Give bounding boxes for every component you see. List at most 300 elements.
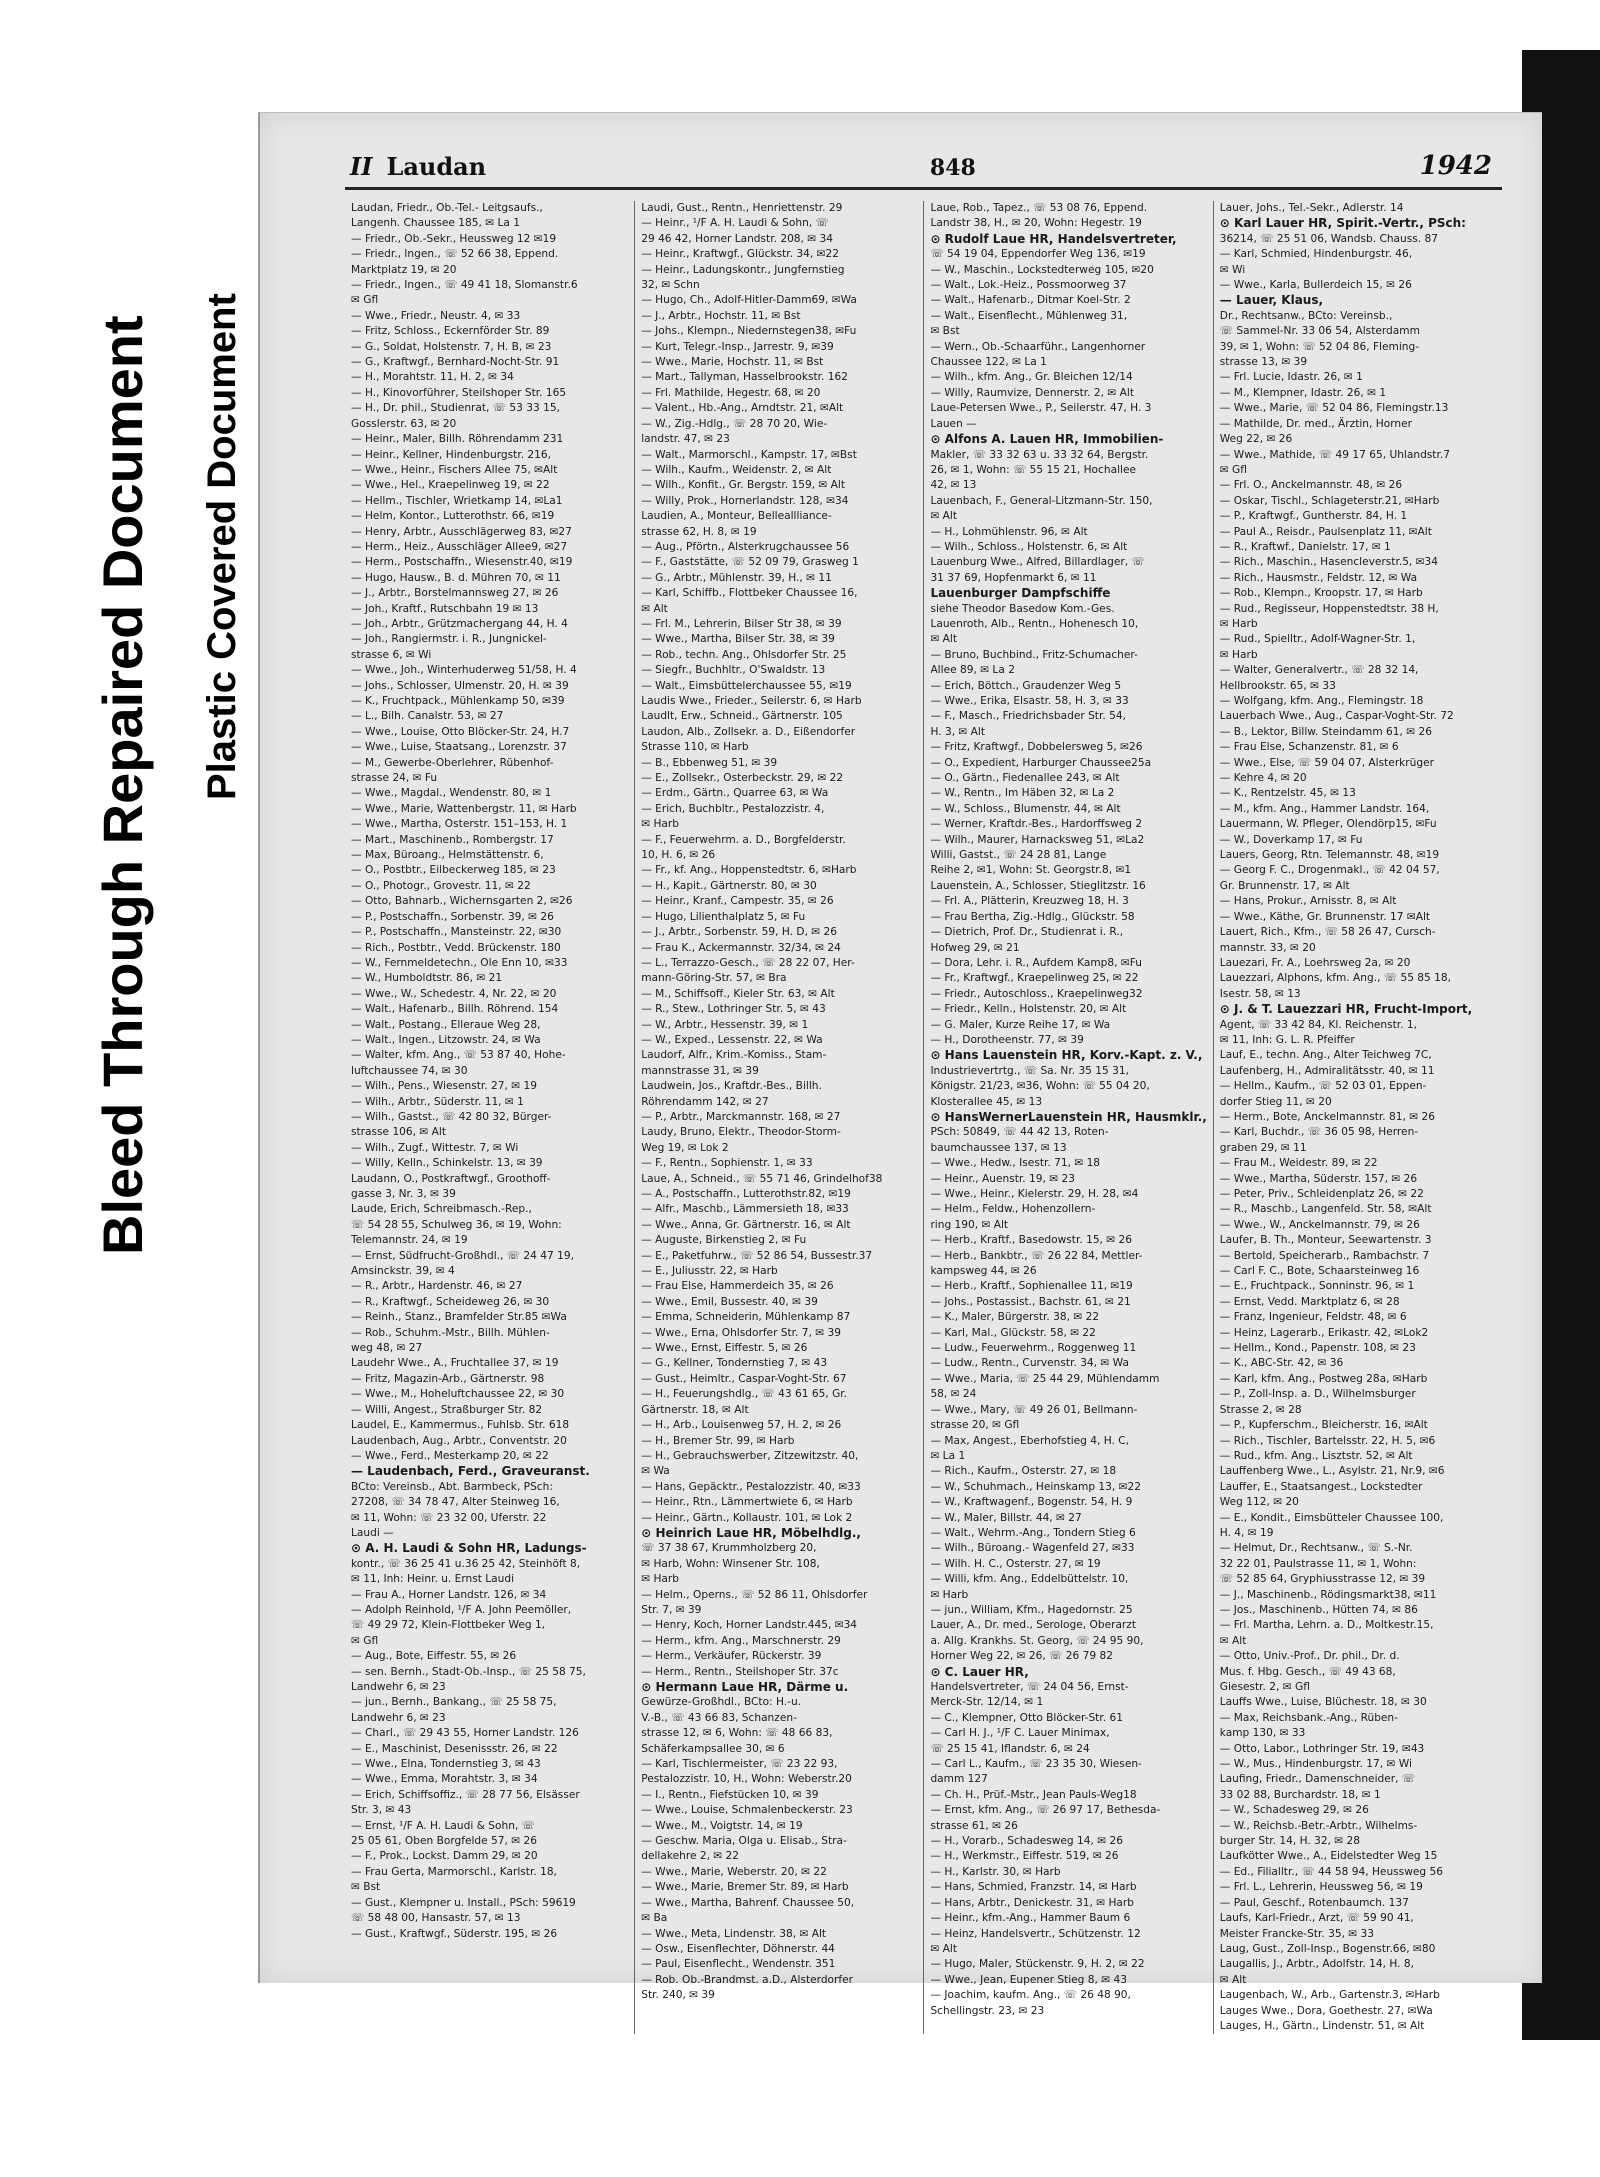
directory-entry: — Wwe., Maria, ☏ 25 44 29, Mühlendamm bbox=[930, 1372, 1160, 1385]
directory-entry: Hellbrookstr. 65, ✉ 33 bbox=[1219, 679, 1336, 692]
directory-entry: Lauffenberg Wwe., L., Asylstr. 21, Nr.9, ✉6 bbox=[1219, 1465, 1445, 1478]
directory-entry: — Frl. Martha, Lehrn. a. D., Moltkestr.15, bbox=[1219, 1619, 1434, 1632]
directory-entry: — Walt., Hafenarb., Billh. Röhrend. 154 bbox=[351, 1003, 559, 1016]
directory-entry: — Karl, Tischlermeister, ☏ 23 22 93, bbox=[641, 1758, 838, 1771]
directory-entry: — Herb., Kraftf., Sophienallee 11, ✉19 bbox=[930, 1280, 1133, 1293]
directory-entry: — Rud., Regisseur, Hoppenstedtstr. 38 H, bbox=[1219, 602, 1439, 615]
directory-entry: — Wilh., Kaufm., Weidenstr. 2, ✉ Alt bbox=[641, 463, 832, 476]
directory-entry: — Lauer, Klaus, bbox=[1219, 293, 1324, 308]
directory-entry: — Walt., Marmorschl., Kampstr. 17, ✉Bst bbox=[641, 448, 857, 461]
directory-entry: — Wwe., Luise, Staatsang., Lorenzstr. 37 bbox=[351, 741, 567, 754]
directory-entry: Lauezari, Fr. A., Loehrsweg 2a, ✉ 20 bbox=[1219, 956, 1411, 969]
directory-entry: Industrievertrtg., ☏ Sa. Nr. 35 15 31, bbox=[930, 1064, 1129, 1077]
directory-entry: Lauerbach Wwe., Aug., Caspar-Voght-Str. 72 bbox=[1219, 710, 1454, 723]
directory-entry: — Fritz, Schloss., Eckernförder Str. 89 bbox=[351, 325, 550, 338]
directory-entry: ☏ Sammel-Nr. 33 06 54, Alsterdamm bbox=[1219, 325, 1420, 338]
directory-entry: Lauenroth, Alb., Rentn., Hohenesch 10, bbox=[930, 617, 1139, 630]
directory-entry: — F., Rentn., Sophienstr. 1, ✉ 33 bbox=[641, 1157, 813, 1170]
directory-entry: — Ed., Filialltr., ☏ 44 58 94, Heussweg 56 bbox=[1219, 1865, 1443, 1878]
directory-entry: — Alfr., Maschb., Lämmersieth 18, ✉33 bbox=[641, 1203, 849, 1216]
directory-entry: — W., Arbtr., Hessenstr. 39, ✉ 1 bbox=[641, 1018, 809, 1031]
directory-entry: — Aug., Bote, Eiffestr. 55, ✉ 26 bbox=[351, 1650, 517, 1663]
directory-entry: Reihe 2, ✉1, Wohn: St. Georgstr.8, ✉1 bbox=[930, 864, 1132, 877]
directory-entry: — Friedr., Kelln., Holstenstr. 20, ✉ Alt bbox=[930, 1003, 1127, 1016]
directory-entry: — Paul, Eisenflecht., Wendenstr. 351 bbox=[641, 1958, 836, 1971]
directory-entry: baumchaussee 137, ✉ 13 bbox=[930, 1141, 1067, 1154]
directory-entry: Isestr. 58, ✉ 13 bbox=[1219, 987, 1301, 1000]
directory-entry: Lauges, H., Gärtn., Lindenstr. 51, ✉ Alt bbox=[1219, 2019, 1425, 2032]
directory-entry: 58, ✉ 24 bbox=[930, 1388, 977, 1401]
directory-entry: ✉ Harb bbox=[641, 818, 680, 831]
directory-entry: Laudenbach, Aug., Arbtr., Conventstr. 20 bbox=[351, 1434, 567, 1447]
directory-entry: ✉ Alt bbox=[930, 633, 958, 646]
directory-entry: kampsweg 44, ✉ 26 bbox=[930, 1265, 1037, 1278]
directory-entry: — Willy, Kelln., Schinkelstr. 13, ✉ 39 bbox=[351, 1157, 543, 1170]
directory-entry: strasse 6, ✉ Wi bbox=[351, 648, 432, 661]
directory-entry: ✉ Alt bbox=[1219, 1973, 1247, 1986]
directory-entry: — Aug., Pförtn., Alsterkrugchaussee 56 bbox=[641, 540, 850, 553]
directory-entry: strasse 12, ✉ 6, Wohn: ☏ 48 66 83, bbox=[641, 1727, 833, 1740]
directory-entry: — L., Bilh. Canalstr. 53, ✉ 27 bbox=[351, 710, 504, 723]
directory-entry: Laudwein, Jos., Kraftdr.-Bes., Billh. bbox=[641, 1080, 822, 1093]
directory-entry: — Bertold, Speicherarb., Rambachstr. 7 bbox=[1219, 1249, 1430, 1262]
directory-entry: — M., Schiffsoff., Kieler Str. 63, ✉ Alt bbox=[641, 987, 835, 1000]
directory-entry: — F., Gaststätte, ☏ 52 09 79, Grasweg 1 bbox=[641, 556, 859, 569]
directory-entry: Weg 19, ✉ Lok 2 bbox=[641, 1141, 729, 1154]
directory-entry: — jun., Bernh., Bankang., ☏ 25 58 75, bbox=[351, 1696, 557, 1709]
directory-entry: — Walt., Lok.-Heiz., Possmoorweg 37 bbox=[930, 279, 1127, 292]
directory-entry: — K., Fruchtpack., Mühlenkamp 50, ✉39 bbox=[351, 695, 565, 707]
directory-entry: — Wwe., Louise, Otto Blöcker-Str. 24, H.7 bbox=[351, 725, 570, 738]
directory-entry: — Rich., Tischler, Bartelsstr. 22, H. 5, ✉6 bbox=[1219, 1434, 1436, 1447]
directory-entry: — Herm., Bote, Anckelmannstr. 81, ✉ 26 bbox=[1219, 1110, 1435, 1123]
directory-entry: — Wilh., Maurer, Harnacksweg 51, ✉La2 bbox=[930, 833, 1145, 846]
directory-entry: strasse 61, ✉ 26 bbox=[930, 1819, 1018, 1832]
directory-entry: — W., Humboldtstr. 86, ✉ 21 bbox=[351, 972, 503, 985]
directory-entry: Merck-Str. 12/14, ✉ 1 bbox=[930, 1696, 1044, 1709]
directory-entry: — Walt., Ingen., Litzowstr. 24, ✉ Wa bbox=[351, 1033, 541, 1046]
directory-entry: — W., Schadesweg 29, ✉ 26 bbox=[1219, 1804, 1369, 1817]
directory-entry: Röhrendamm 142, ✉ 27 bbox=[641, 1095, 769, 1108]
directory-entry: Weg 112, ✉ 20 bbox=[1219, 1496, 1299, 1509]
directory-entry: — Wwe., Hedw., Isestr. 71, ✉ 18 bbox=[930, 1157, 1101, 1170]
directory-entry: — Mart., Tallyman, Hasselbrookstr. 162 bbox=[641, 371, 848, 384]
directory-entry: — Wwe., Martha, Süderstr. 157, ✉ 26 bbox=[1219, 1172, 1418, 1185]
directory-entry: 32 22 01, Paulstrasse 11, ✉ 1, Wohn: bbox=[1219, 1557, 1417, 1570]
directory-entry: — Wwe., M., Voigtstr. 14, ✉ 19 bbox=[641, 1819, 803, 1832]
page-year: 1942 bbox=[1419, 151, 1492, 181]
directory-entry: Laufkötter Wwe., A., Eidelstedter Weg 15 bbox=[1219, 1850, 1438, 1863]
directory-entry: — Erdm., Gärtn., Quarree 63, ✉ Wa bbox=[641, 787, 829, 800]
directory-entry: — Mathilde, Dr. med., Ärztin, Horner bbox=[1219, 417, 1412, 430]
directory-entry: — Dora, Lehr. i. R., Aufdem Kamp8, ✉Fu bbox=[930, 956, 1142, 969]
directory-entry: — Wilh., Pens., Wiesenstr. 27, ✉ 19 bbox=[351, 1080, 537, 1093]
directory-entry: Landwehr 6, ✉ 23 bbox=[351, 1711, 446, 1724]
directory-entry: — Reinh., Stanz., Bramfelder Str.85 ✉Wa bbox=[351, 1311, 567, 1324]
directory-entry: strasse 13, ✉ 39 bbox=[1219, 356, 1308, 369]
directory-entry: — Ernst, ¹/F A. H. Laudi & Sohn, ☏ bbox=[351, 1819, 535, 1832]
directory-entry: — Kehre 4, ✉ 20 bbox=[1219, 772, 1307, 785]
directory-entry: Pestalozzistr. 10, H., Wohn: Weberstr.20 bbox=[641, 1773, 852, 1786]
directory-entry: — W., Kraftwagenf., Bogenstr. 54, H. 9 bbox=[930, 1496, 1133, 1509]
directory-entry: — Frau K., Ackermannstr. 32/34, ✉ 24 bbox=[641, 941, 841, 954]
directory-entry: ☏ 52 85 64, Gryphiusstrasse 12, ✉ 39 bbox=[1219, 1573, 1426, 1586]
directory-entry: — Heinz, Lagerarb., Erikastr. 42, ✉Lok2 bbox=[1219, 1326, 1429, 1339]
directory-entry: — Siegfr., Buchhltr., O'Swaldstr. 13 bbox=[641, 664, 826, 677]
directory-entry: 39, ✉ 1, Wohn: ☏ 52 04 86, Fleming- bbox=[1219, 340, 1420, 353]
directory-entry: — G., Arbtr., Mühlenstr. 39, H., ✉ 11 bbox=[641, 571, 832, 584]
directory-entry: H. 4, ✉ 19 bbox=[1219, 1526, 1274, 1539]
directory-entry: weg 48, ✉ 27 bbox=[351, 1342, 423, 1355]
directory-entry: — W., Maler, Billstr. 44, ✉ 27 bbox=[930, 1511, 1082, 1524]
directory-entry: — Willi, Angest., Straßburger Str. 82 bbox=[351, 1403, 543, 1416]
directory-entry: — Walt., Eimsbüttelerchaussee 55, ✉19 bbox=[641, 679, 852, 692]
directory-entry: — Herb., Kraftf., Basedowstr. 15, ✉ 26 bbox=[930, 1234, 1133, 1247]
directory-entry: — Hugo, Maler, Stückenstr. 9, H. 2, ✉ 22 bbox=[930, 1958, 1145, 1971]
directory-entry: Schäferkampsallee 30, ✉ 6 bbox=[641, 1742, 785, 1755]
directory-entry: — Frl. Lucie, Idastr. 26, ✉ 1 bbox=[1219, 371, 1363, 384]
directory-entry: — Rich., Kaufm., Osterstr. 27, ✉ 18 bbox=[930, 1465, 1117, 1478]
directory-entry: — Charl., ☏ 29 43 55, Horner Landstr. 126 bbox=[351, 1727, 579, 1740]
directory-entry: — P., Kraftwgf., Guntherstr. 84, H. 1 bbox=[1219, 510, 1408, 523]
directory-entry: — Wolfgang, kfm. Ang., Flemingstr. 18 bbox=[1219, 695, 1424, 707]
directory-entry: Horner Weg 22, ✉ 26, ☏ 26 79 82 bbox=[930, 1650, 1113, 1663]
directory-entry: ✉ Gfl bbox=[1219, 463, 1247, 476]
directory-entry: — Rich., Hausmstr., Feldstr. 12, ✉ Wa bbox=[1219, 571, 1418, 584]
directory-entry: — Herm., Verkäufer, Rückerstr. 39 bbox=[641, 1650, 822, 1663]
directory-page bbox=[258, 112, 1542, 2032]
directory-entry: — Willy, Raumvize, Dennerstr. 2, ✉ Alt bbox=[930, 386, 1134, 399]
directory-entry: — W., Schloss., Blumenstr. 44, ✉ Alt bbox=[930, 802, 1121, 815]
directory-entry: — Wwe., Joh., Winterhuderweg 51/58, H. 4 bbox=[351, 664, 577, 677]
directory-entry: — Wwe., Emil, Bussestr. 40, ✉ 39 bbox=[641, 1295, 818, 1308]
directory-entry: — Emma, Schneiderin, Mühlenkamp 87 bbox=[641, 1311, 851, 1324]
directory-entry: Laufenberg, H., Admiralitätsstr. 40, ✉ 11 bbox=[1219, 1064, 1435, 1077]
directory-entry: — Wwe., Elna, Tondernstieg 3, ✉ 43 bbox=[351, 1758, 541, 1771]
directory-entry: — Herm., Heiz., Ausschläger Allee9, ✉27 bbox=[351, 540, 568, 553]
directory-entry: ✉ Alt bbox=[930, 510, 958, 523]
directory-entry: ☏ 58 48 00, Hansastr. 57, ✉ 13 bbox=[351, 1912, 521, 1925]
directory-entry: — Helm., Operns., ☏ 52 86 11, Ohlsdorfer bbox=[641, 1588, 868, 1601]
directory-entry: ✉ Bst bbox=[930, 325, 960, 338]
directory-entry: — O., Photogr., Grovestr. 11, ✉ 22 bbox=[351, 879, 531, 892]
directory-entry: Laue-Petersen Wwe., P., Seilerstr. 47, H. 3 bbox=[930, 402, 1152, 415]
directory-entry: — Walter, kfm. Ang., ☏ 53 87 40, Hohe- bbox=[351, 1049, 566, 1062]
directory-entry: — Wwe., Hel., Kraepelinweg 19, ✉ 22 bbox=[351, 479, 550, 492]
directory-entry: — M., Gewerbe-Oberlehrer, Rübenhof- bbox=[351, 756, 554, 769]
directory-entry: ✉ Gfl bbox=[351, 1634, 379, 1647]
directory-entry: Laudan, Friedr., Ob.-Tel.- Leitgsaufs., bbox=[351, 202, 543, 214]
directory-entry: — Carl L., Kaufm., ☏ 23 35 30, Wiesen- bbox=[930, 1758, 1142, 1771]
directory-entry: — Wwe., Heinr., Fischers Allee 75, ✉Alt bbox=[351, 463, 558, 476]
directory-entry: — Heinr., Rtn., Lämmertwiete 6, ✉ Harb bbox=[641, 1496, 853, 1509]
directory-entry: — Laudenbach, Ferd., Graveuranst. bbox=[351, 1464, 590, 1479]
directory-entry: ☏ 54 28 55, Schulweg 36, ✉ 19, Wohn: bbox=[351, 1218, 562, 1231]
directory-entry: — Ch. H., Prüf.-Mstr., Jean Pauls-Weg18 bbox=[930, 1788, 1137, 1801]
directory-entry: dellakehre 2, ✉ 22 bbox=[641, 1850, 740, 1863]
directory-entry: Amsinckstr. 39, ✉ 4 bbox=[351, 1265, 455, 1278]
directory-entry: Laudel, E., Kammermus., Fuhlsb. Str. 618 bbox=[351, 1419, 570, 1432]
directory-entry: — Rob. Ob.-Brandmst. a.D., Alsterdorfer bbox=[641, 1973, 853, 1986]
directory-entry: — Rud., kfm. Ang., Lisztstr. 52, ✉ Alt bbox=[1219, 1449, 1413, 1462]
directory-entry: — R., Kraftwf., Danielstr. 17, ✉ 1 bbox=[1219, 540, 1391, 553]
directory-entry: Laue, A., Schneid., ☏ 55 71 46, Grindelhof38 bbox=[641, 1172, 883, 1185]
plastic-covered-label: Plastic Covered Document bbox=[200, 293, 244, 800]
directory-entry: — Carl F. C., Bote, Schaarsteinweg 16 bbox=[1219, 1265, 1420, 1278]
directory-entry: — E., Fruchtpack., Sonninstr. 96, ✉ 1 bbox=[1219, 1280, 1415, 1293]
directory-entry: Laudon, Alb., Zollsekr. a. D., Eißendorfer bbox=[641, 725, 856, 738]
directory-entry: — Heinr., Ladungskontr., Jungfernstieg bbox=[641, 263, 845, 276]
directory-entry: — Hans, Arbtr., Denickestr. 31, ✉ Harb bbox=[930, 1896, 1135, 1909]
directory-entry: 36214, ☏ 25 51 06, Wandsb. Chauss. 87 bbox=[1219, 232, 1439, 245]
directory-entry: — Friedr., Ingen., ☏ 52 66 38, Eppend. bbox=[351, 248, 559, 261]
directory-entry: ✉ Alt bbox=[1219, 1634, 1247, 1647]
directory-entry: — Frau Else, Hammerdeich 35, ✉ 26 bbox=[641, 1280, 834, 1293]
directory-entry: Giesestr. 2, ✉ Gfl bbox=[1219, 1681, 1310, 1693]
directory-entry: — Wilh., Gastst., ☏ 42 80 32, Bürger- bbox=[351, 1110, 552, 1123]
directory-entry: — Heinr., Kellner, Hindenburgstr. 216, bbox=[351, 448, 552, 461]
directory-entry: — I., Rentn., Fiefstücken 10, ✉ 39 bbox=[641, 1788, 819, 1801]
directory-entry: Laugallis, J., Arbtr., Adolfstr. 14, H. 8, bbox=[1219, 1958, 1414, 1971]
directory-entry: Strasse 2, ✉ 28 bbox=[1219, 1403, 1302, 1416]
directory-entry: Str. 240, ✉ 39 bbox=[641, 1989, 715, 2002]
directory-entry: — sen. Bernh., Stadt-Ob.-Insp., ☏ 25 58 75, bbox=[351, 1665, 586, 1678]
directory-entry: — B., Lektor, Billw. Steindamm 61, ✉ 26 bbox=[1219, 725, 1432, 738]
directory-entry: — H., Werkmstr., Eiffestr. 519, ✉ 26 bbox=[930, 1850, 1119, 1863]
directory-entry: — Fritz, Magazin-Arb., Gärtnerstr. 98 bbox=[351, 1372, 545, 1385]
directory-entry: ☏ 37 38 67, Krummholzberg 20, bbox=[641, 1542, 817, 1555]
directory-entry: — Wilh., Zugf., Wittestr. 7, ✉ Wi bbox=[351, 1141, 519, 1154]
bleed-through-label: Bleed Through Repaired Document bbox=[91, 315, 154, 1255]
directory-entry: — L., Terrazzo-Gesch., ☏ 28 22 07, Her- bbox=[641, 956, 855, 969]
directory-entry: — F., Masch., Friedrichsbader Str. 54, bbox=[930, 710, 1126, 723]
directory-entry: — Heinz, Handelsvertr., Schützenstr. 12 bbox=[930, 1927, 1141, 1940]
directory-entry: — R., Maschb., Langenfeld. Str. 58, ✉Alt bbox=[1219, 1203, 1432, 1216]
directory-entry: — Frau Else, Schanzenstr. 81, ✉ 6 bbox=[1219, 741, 1399, 754]
directory-entry: — K., Maler, Bürgerstr. 38, ✉ 22 bbox=[930, 1311, 1100, 1324]
directory-entry: — H., Morahtstr. 11, H. 2, ✉ 34 bbox=[351, 371, 514, 384]
directory-entry: — Walt., Wehrm.-Ang., Tondern Stieg 6 bbox=[930, 1526, 1136, 1539]
directory-entry: — Wwe., Marie, Wattenbergstr. 11, ✉ Harb bbox=[351, 802, 577, 815]
directory-entry: — Wwe., Martha, Bahrenf. Chaussee 50, bbox=[641, 1896, 855, 1909]
directory-entry: — Hugo, Ch., Adolf-Hitler-Damm69, ✉Wa bbox=[641, 294, 857, 307]
directory-entry: — Friedr., Ob.-Sekr., Heussweg 12 ✉19 bbox=[351, 232, 557, 245]
directory-entry: ⊙ Heinrich Laue HR, Möbelhdlg., bbox=[641, 1525, 861, 1540]
directory-entry: — Fr., Kraftwgf., Kraepelinweg 25, ✉ 22 bbox=[930, 972, 1139, 985]
directory-entry: — W., Mus., Hindenburgstr. 17, ✉ Wi bbox=[1219, 1758, 1412, 1771]
directory-entry: — Wwe., Ernst, Eiffestr. 5, ✉ 26 bbox=[641, 1342, 808, 1355]
directory-entry: — Rob., techn. Ang., Ohlsdorfer Str. 25 bbox=[641, 648, 847, 661]
directory-entry: — Fritz, Kraftwgf., Dobbelersweg 5, ✉26 bbox=[930, 741, 1143, 754]
directory-entry: — C., Klempner, Otto Blöcker-Str. 61 bbox=[930, 1711, 1123, 1724]
directory-entry: Mus. f. Hbg. Gesch., ☏ 49 43 68, bbox=[1219, 1665, 1396, 1678]
directory-entry: a. Allg. Krankhs. St. Georg, ☏ 24 95 90, bbox=[930, 1634, 1144, 1647]
directory-entry: V.-B., ☏ 43 66 83, Schanzen- bbox=[641, 1711, 797, 1724]
directory-entry: — Paul A., Reisdr., Paulsenplatz 11, ✉Alt bbox=[1219, 525, 1432, 538]
directory-entry: — Johs., Schlosser, Ulmenstr. 20, H. ✉ 39 bbox=[351, 679, 569, 692]
directory-entry: — Dietrich, Prof. Dr., Studienrat i. R., bbox=[930, 926, 1124, 939]
directory-entry: — Wwe., Else, ☏ 59 04 07, Alsterkrüger bbox=[1219, 756, 1434, 769]
directory-entry: ✉ 11, Wohn: ☏ 23 32 00, Uferstr. 22 bbox=[351, 1511, 547, 1524]
directory-columns bbox=[345, 201, 1502, 2032]
directory-entry: — H., Bremer Str. 99, ✉ Harb bbox=[641, 1434, 795, 1447]
directory-entry: — Wwe., Marie, ☏ 52 04 86, Flemingstr.13 bbox=[1219, 402, 1449, 415]
directory-entry: Lauenstein, A., Schlosser, Stieglitzstr. 16 bbox=[930, 879, 1146, 892]
directory-entry: ✉ Harb, Wohn: Winsener Str. 108, bbox=[641, 1557, 820, 1570]
header-rule bbox=[345, 187, 1502, 190]
directory-entry: 26, ✉ 1, Wohn: ☏ 55 15 21, Hochallee bbox=[930, 463, 1136, 476]
directory-entry: — H., Feuerungshdlg., ☏ 43 61 65, Gr. bbox=[641, 1388, 848, 1401]
directory-entry: — P., Arbtr., Marckmannstr. 168, ✉ 27 bbox=[641, 1110, 841, 1123]
directory-entry: — P., Zoll-Insp. a. D., Wilhelmsburger bbox=[1219, 1388, 1416, 1401]
directory-entry: PSch: 50849, ☏ 44 42 13, Roten- bbox=[930, 1126, 1109, 1139]
directory-entry: ✉ Harb bbox=[930, 1588, 969, 1601]
directory-entry: — M., Klempner, Idastr. 26, ✉ 1 bbox=[1219, 386, 1387, 399]
directory-entry: — Wwe., W., Anckelmannstr. 79, ✉ 26 bbox=[1219, 1218, 1420, 1231]
directory-entry: 25 05 61, Oben Borgfelde 57, ✉ 26 bbox=[351, 1835, 537, 1848]
directory-entry: 10, H. 6, ✉ 26 bbox=[641, 849, 716, 862]
directory-entry: — Frl. A., Plätterin, Kreuzweg 18, H. 3 bbox=[930, 895, 1129, 908]
directory-entry: ✉ 11, Inh: Heinr. u. Ernst Laudi bbox=[351, 1573, 515, 1586]
directory-entry: 32, ✉ Schn bbox=[641, 279, 700, 292]
directory-entry: — Gust., Klempner u. Install., PSch: 59619 bbox=[351, 1896, 576, 1909]
directory-entry: — Frau A., Horner Landstr. 126, ✉ 34 bbox=[351, 1588, 547, 1601]
directory-entry: — Wwe., Emma, Morahtstr. 3, ✉ 34 bbox=[351, 1773, 538, 1786]
directory-entry: Laufing, Friedr., Damenschneider, ☏ bbox=[1219, 1773, 1416, 1786]
directory-entry: — H., Dorotheenstr. 77, ✉ 39 bbox=[930, 1033, 1084, 1046]
directory-entry: — Herm., Postschaffn., Wiesenstr.40, ✉19 bbox=[351, 556, 573, 569]
directory-entry: Lauen — bbox=[930, 417, 977, 430]
directory-entry: — Walt., Eisenflecht., Mühlenweg 31, bbox=[930, 309, 1128, 322]
directory-entry: ⊙ Hermann Laue HR, Därme u. bbox=[641, 1680, 849, 1694]
directory-entry: — Carl H. J., ¹/F C. Lauer Minimax, bbox=[930, 1727, 1110, 1740]
directory-entry: Laude, Erich, Schreibmasch.-Rep., bbox=[351, 1203, 532, 1216]
directory-entry: — E., Zollsekr., Osterbeckstr. 29, ✉ 22 bbox=[641, 772, 844, 785]
directory-entry: — Heinr., Auenstr. 19, ✉ 23 bbox=[930, 1172, 1075, 1185]
directory-entry: Laue, Rob., Tapez., ☏ 53 08 76, Eppend. bbox=[930, 202, 1148, 214]
directory-entry: — Willi, kfm. Ang., Eddelbüttelstr. 10, bbox=[930, 1573, 1129, 1586]
column-2 bbox=[634, 201, 923, 2034]
directory-entry: — Werner, Kraftdr.-Bes., Hardorffsweg 2 bbox=[930, 818, 1143, 831]
directory-entry: — Georg F. C., Drogenmakl., ☏ 42 04 57, bbox=[1219, 864, 1440, 877]
directory-entry: — Wwe., Martha, Bilser Str. 38, ✉ 39 bbox=[641, 633, 835, 646]
directory-entry: ✉ Ba bbox=[641, 1912, 668, 1925]
directory-entry: — Heinr., Maler, Billh. Röhrendamm 231 bbox=[351, 433, 564, 446]
directory-entry: — Bruno, Buchbind., Fritz-Schumacher- bbox=[930, 648, 1138, 661]
directory-entry: — Walt., Postang., Elleraue Weg 28, bbox=[351, 1018, 541, 1031]
directory-entry: — Henry, Koch, Horner Landstr.445, ✉34 bbox=[641, 1619, 858, 1632]
directory-entry: Agent, ☏ 33 42 84, Kl. Reichenstr. 1, bbox=[1219, 1018, 1418, 1031]
directory-entry: — jun., William, Kfm., Hagedornstr. 25 bbox=[930, 1603, 1133, 1616]
directory-entry: — R., Stew., Lothringer Str. 5, ✉ 43 bbox=[641, 1003, 826, 1016]
directory-entry: — Karl, Schiffb., Flottbeker Chaussee 16, bbox=[641, 587, 858, 600]
directory-entry: — Walt., Hafenarb., Ditmar Koel-Str. 2 bbox=[930, 294, 1131, 307]
directory-entry: — W., Doverkamp 17, ✉ Fu bbox=[1219, 833, 1363, 846]
directory-entry: — Frl. O., Anckelmannstr. 48, ✉ 26 bbox=[1219, 479, 1403, 492]
directory-entry: Allee 89, ✉ La 2 bbox=[930, 664, 1015, 677]
directory-entry: Klosterallee 45, ✉ 13 bbox=[930, 1095, 1043, 1108]
directory-entry: — Rob., Klempn., Kroopstr. 17, ✉ Harb bbox=[1219, 587, 1423, 600]
directory-entry: — Valent., Hb.-Ang., Arndtstr. 21, ✉Alt bbox=[641, 402, 844, 415]
directory-entry: Laudis Wwe., Frieder., Seilerstr. 6, ✉ Harb bbox=[641, 695, 862, 707]
directory-entry: — F., Prok., Lockst. Damm 29, ✉ 20 bbox=[351, 1850, 538, 1863]
directory-entry: — Wwe., Magdal., Wendenstr. 80, ✉ 1 bbox=[351, 787, 552, 800]
directory-entry: — Wwe., W., Schedestr. 4, Nr. 22, ✉ 20 bbox=[351, 987, 557, 1000]
directory-entry: — Herb., Bankbtr., ☏ 26 22 84, Mettler- bbox=[930, 1249, 1143, 1262]
directory-entry: ✉ Bst bbox=[351, 1881, 381, 1894]
directory-entry: — Wern., Ob.-Schaarführ., Langenhorner bbox=[930, 340, 1146, 353]
directory-entry: — Wwe., Ferd., Mesterkamp 20, ✉ 22 bbox=[351, 1449, 549, 1462]
directory-entry: — Wwe., Meta, Lindenstr. 38, ✉ Alt bbox=[641, 1927, 827, 1940]
directory-entry: Laudien, A., Monteur, Belleallliance- bbox=[641, 510, 832, 523]
directory-entry: ⊙ J. & T. Lauezzari HR, Frucht-Import, bbox=[1219, 1002, 1473, 1017]
directory-entry: — O., Gärtn., Fiedenallee 243, ✉ Alt bbox=[930, 772, 1120, 785]
directory-entry: — Frau Bertha, Zig.-Hdlg., Glückstr. 58 bbox=[930, 910, 1135, 923]
directory-entry: — G., Soldat, Holstenstr. 7, H. B, ✉ 23 bbox=[351, 340, 552, 353]
directory-entry: gasse 3, Nr. 3, ✉ 39 bbox=[351, 1188, 456, 1200]
directory-entry: — Wilh., Büroang.- Wagenfeld 27, ✉33 bbox=[930, 1542, 1135, 1555]
directory-entry: — Walter, Generalvertr., ☏ 28 32 14, bbox=[1219, 664, 1419, 677]
section-number: II bbox=[350, 152, 373, 181]
directory-entry: — Erich, Buchbltr., Pestalozzistr. 4, bbox=[641, 802, 825, 815]
directory-entry: — Ernst, Südfrucht-Großhdl., ☏ 24 47 19, bbox=[351, 1249, 574, 1262]
directory-entry: Hofweg 29, ✉ 21 bbox=[930, 941, 1020, 954]
directory-entry: ✉ La 1 bbox=[930, 1449, 966, 1462]
directory-entry: Langenh. Chaussee 185, ✉ La 1 bbox=[351, 217, 520, 230]
directory-entry: ✉ Alt bbox=[930, 1942, 958, 1955]
directory-entry: Laufs, Karl-Friedr., Arzt, ☏ 59 90 41, bbox=[1219, 1912, 1414, 1925]
directory-entry: — G. Maler, Kurze Reihe 17, ✉ Wa bbox=[930, 1018, 1111, 1031]
directory-entry: — P., Kupferschm., Bleicherstr. 16, ✉Alt bbox=[1219, 1419, 1428, 1432]
directory-entry: — J., Arbtr., Borstelmannsweg 27, ✉ 26 bbox=[351, 587, 559, 600]
directory-entry: — Ernst, kfm. Ang., ☏ 26 97 17, Bethesda- bbox=[930, 1804, 1161, 1817]
directory-entry: — Hugo, Lilienthalplatz 5, ✉ Fu bbox=[641, 910, 806, 923]
directory-entry: — Wilh., Konfit., Gr. Bergstr. 159, ✉ Alt bbox=[641, 479, 846, 492]
directory-entry: Lauenburger Dampfschiffe bbox=[930, 586, 1111, 601]
directory-entry: Laugenbach, W., Arb., Gartenstr.3, ✉Harb bbox=[1219, 1989, 1440, 2002]
directory-entry: — Rich., Maschin., Hasencleverstr.5, ✉34 bbox=[1219, 556, 1439, 569]
directory-entry: — Wwe., Marie, Hochstr. 11, ✉ Bst bbox=[641, 356, 824, 369]
directory-entry: — H., Lohmühlenstr. 96, ✉ Alt bbox=[930, 525, 1088, 538]
column-4 bbox=[1213, 201, 1502, 2034]
directory-entry: — M., kfm. Ang., Hammer Landstr. 164, bbox=[1219, 802, 1430, 815]
directory-entry: — Hellm., Kaufm., ☏ 52 03 01, Eppen- bbox=[1219, 1080, 1427, 1093]
directory-entry: — Hans, Schmied, Franzstr. 14, ✉ Harb bbox=[930, 1881, 1137, 1894]
directory-entry: — W., Reichsb.-Betr.-Arbtr., Wilhelms- bbox=[1219, 1819, 1418, 1832]
directory-entry: Königstr. 21/23, ✉36, Wohn: ☏ 55 04 20, bbox=[930, 1080, 1150, 1093]
directory-entry: — Hellm., Tischler, Wrietkamp 14, ✉La1 bbox=[351, 494, 563, 507]
directory-entry: — Wwe., Mary, ☏ 49 26 01, Bellmann- bbox=[930, 1403, 1138, 1416]
directory-entry: — G., Kellner, Tondernstieg 7, ✉ 43 bbox=[641, 1357, 828, 1370]
directory-entry: Strasse 110, ✉ Harb bbox=[641, 741, 749, 754]
directory-entry: — E., Maschinist, Desenissstr. 26, ✉ 22 bbox=[351, 1742, 558, 1755]
directory-entry: Dr., Rechtsanw., BCto: Vereinsb., bbox=[1219, 309, 1393, 322]
directory-entry: ⊙ A. H. Laudi & Sohn HR, Ladungs- bbox=[351, 1541, 587, 1556]
directory-entry: Landstr 38, H., ✉ 20, Wohn: Hegestr. 19 bbox=[930, 217, 1142, 230]
directory-entry: — O., Expedient, Harburger Chaussee25a bbox=[930, 756, 1152, 769]
directory-entry: 42, ✉ 13 bbox=[930, 479, 977, 492]
directory-entry: — Heinr., kfm.-Ang., Hammer Baum 6 bbox=[930, 1912, 1131, 1925]
directory-entry: — W., Schuhmach., Heinskamp 13, ✉22 bbox=[930, 1480, 1141, 1493]
directory-entry: — Karl, Buchdr., ☏ 36 05 98, Herren- bbox=[1219, 1126, 1419, 1139]
directory-entry: 33 02 88, Burchardstr. 18, ✉ 1 bbox=[1219, 1788, 1381, 1801]
directory-entry: — Wwe., Jean, Eupener Stieg 8, ✉ 43 bbox=[930, 1973, 1127, 1986]
directory-entry: — R., Arbtr., Hardenstr. 46, ✉ 27 bbox=[351, 1280, 523, 1293]
directory-entry: ✉ Harb bbox=[1219, 648, 1258, 661]
directory-entry: — Wwe., Käthe, Gr. Brunnenstr. 17 ✉Alt bbox=[1219, 910, 1431, 923]
directory-entry: — Karl, Schmied, Hindenburgstr. 46, bbox=[1219, 248, 1413, 261]
directory-entry: — Joachim, kaufm. Ang., ☏ 26 48 90, bbox=[930, 1989, 1131, 2002]
